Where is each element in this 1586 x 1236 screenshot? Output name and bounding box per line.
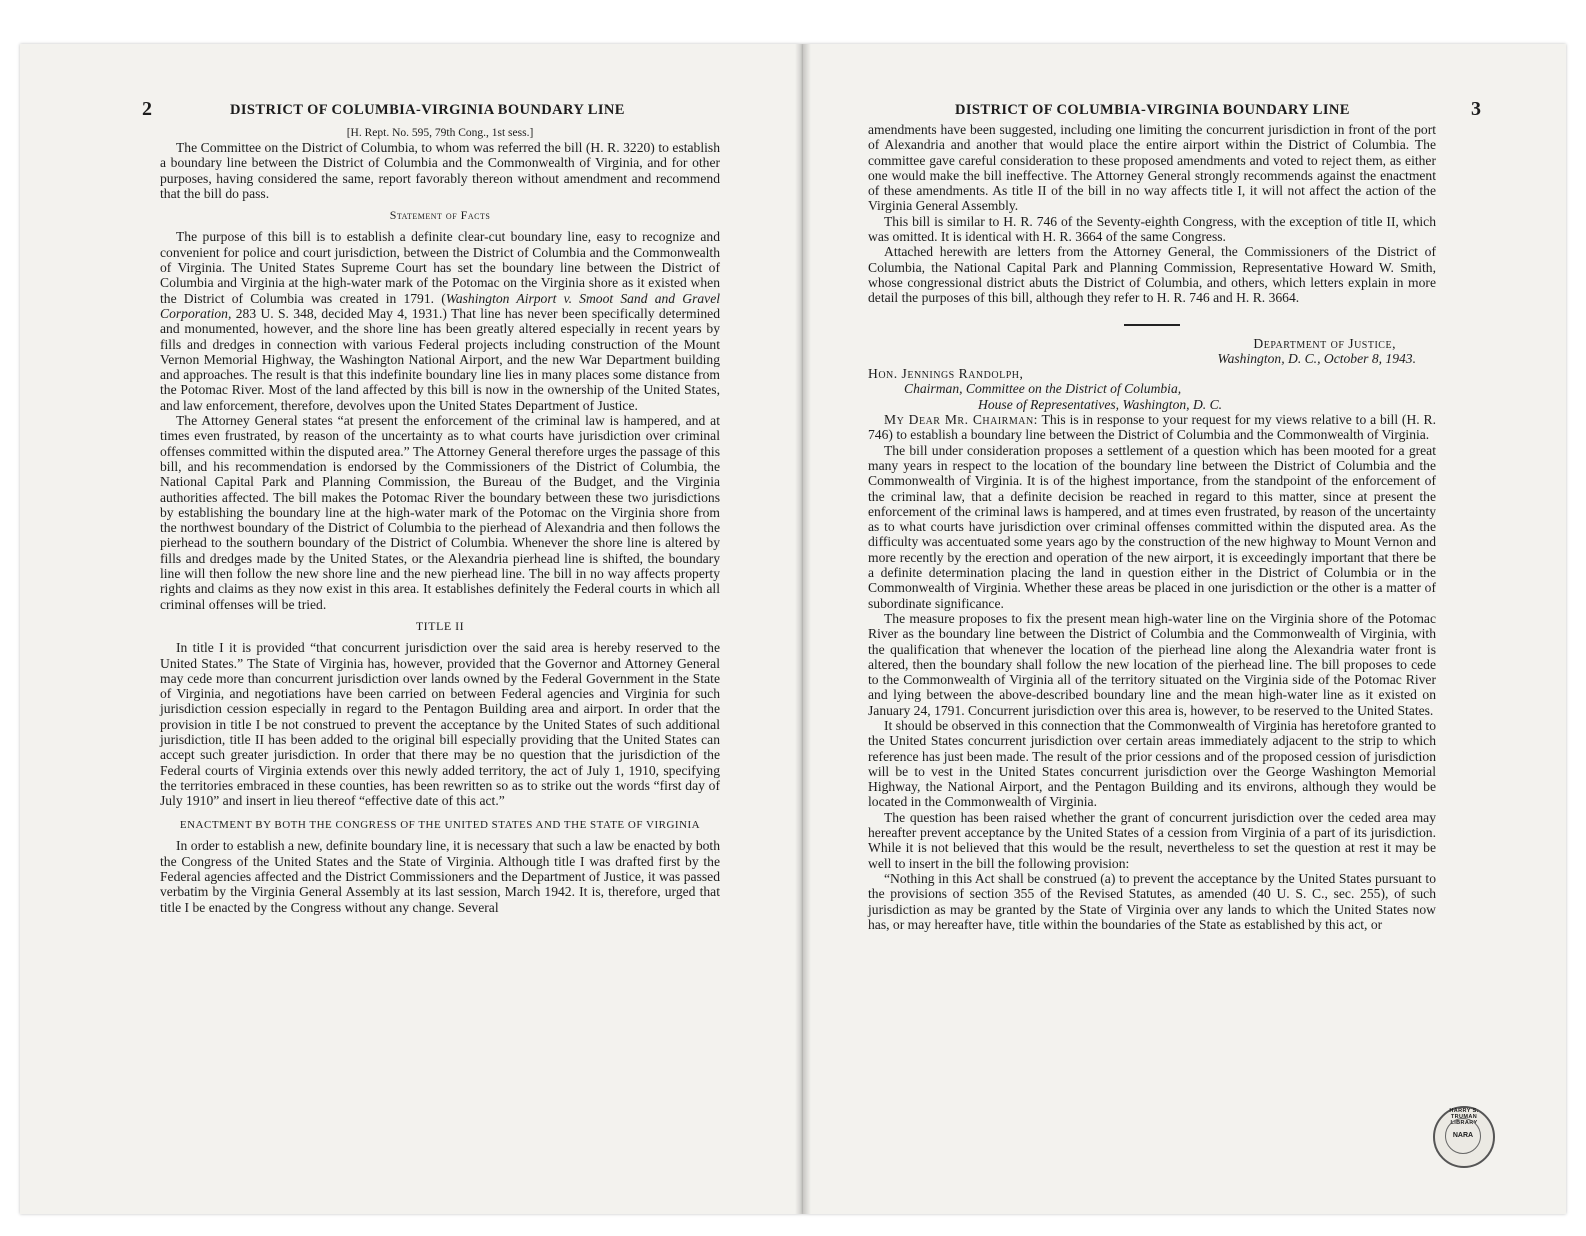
running-head: DISTRICT OF COLUMBIA-VIRGINIA BOUNDARY LINE bbox=[955, 102, 1350, 118]
enactment-paragraph: In order to establish a new, definite boundary line, it is necessary that such a law be enacted by both the Congress of the United States and the State of Virginia. Although title I was drafted first by the Federal agencies affected and the District Commissioners and the Department of Justice, it was passed verbatim by the Virginia General Assembly at its last session, March 1942. It is, therefore, urged that title I be enacted by the Congress without any change. Several bbox=[160, 838, 720, 915]
page-number: 2 bbox=[142, 98, 152, 120]
title2-heading: TITLE II bbox=[415, 618, 465, 633]
addressee-org-text: House of Representatives, Washington, D. C. bbox=[978, 396, 1223, 412]
facts-text-b: 283 U. S. 348, decided May 4, 1931.) That line has never been specifically determined and monumented, however, and the shore line has been greatly altered especially in recent years by fills and dredges in connection with various Federal projects including construction of the Mount Vernon Memorial Highway, the Washington National Airport, and the new War Department building and approaches. The result is that this indefinite boundary line lies in many places some distance from the Potomac River. Most of the land affected by this bill is now in the ownership of the United States, and law enforcement, therefore, devolves upon the United States Department of Justice. bbox=[160, 305, 720, 413]
addressee-title-text: Chairman, Committee on the District of Columbia, bbox=[904, 381, 1182, 397]
addressee-name: Hon. Jennings Randolph, bbox=[868, 366, 1024, 382]
continued-paragraph: amendments have been suggested, including one limiting the concurrent jurisdiction in front of the port of Alexandria and another that would place the entire airport within the District of Columbia. The committee gave careful consideration to these proposed amendments and voted to reject them, as either one would make the bill ineffective. The Attorney General strongly recommends against the enactment of these amendments. As title II of the bill in no way affects title I, it will not affect the action of the Virginia General Assembly. bbox=[868, 122, 1436, 214]
facts-paragraph-2: The Attorney General states “at present the enforcement of the criminal law is hampered, and at times even frustrated, by reason of the uncertainty as to what courts have jurisdiction over criminal offenses committed within the disputed area.” The Attorney General therefore urges the passage of this bill, and his recommendation is endorsed by the Commissioners of the District of Columbia, the National Capital Park and Planning Commission, the Bureau of the Budget, and the Virginia authorities affected. The bill makes the Potomac River the boundary between these two jurisdictions by establishing the boundary line at the high-water mark of the Potomac on the Virginia shore from the northwest boundary of the District of Columbia to the pierhead of Alexandria and then follows the pierhead to the southern boundary of the District of Columbia. Whenever the shore line is altered by fills and dredges made by the United States, or the Alexandria pierhead line is shifted, the boundary line will then follow the new shore line and the new pierhead line. The bill in no way affects property rights and claims as they now exist in this area. It establishes definitely the Federal courts in which all criminal offenses will be tried. bbox=[160, 413, 720, 612]
letter-from: Department of Justice, bbox=[1253, 335, 1396, 351]
right-column bbox=[868, 122, 1436, 932]
running-head: DISTRICT OF COLUMBIA-VIRGINIA BOUNDARY LINE bbox=[230, 102, 625, 118]
letter-date bbox=[868, 351, 1416, 366]
binding-gutter bbox=[795, 44, 811, 1214]
salutation: My Dear Mr. Chairman: bbox=[884, 412, 1038, 428]
intro-paragraph: The Committee on the District of Columbia, to whom was referred the bill (H. R. 3220) to establish a boundary line between the District of Columbia and the Commonwealth of Virginia, and for other purposes, having considered the same, report favorably thereon without amendment and recommend that the bill do pass. bbox=[160, 140, 720, 201]
letter-text-1: This is in response to your request for my views relative to a bill (H. R. 746) to establish a boundary line between the District of Columbia and the Commonwealth of Virginia. bbox=[868, 412, 1436, 443]
statement-heading: Statement of Facts bbox=[389, 208, 491, 223]
enactment-heading: ENACTMENT BY BOTH THE CONGRESS OF THE UNITED STATES AND THE STATE OF VIRGINIA bbox=[179, 819, 701, 832]
letter-paragraph-2: The bill under consideration proposes a settlement of a question which has been mooted for a great many years in respect to the location of the boundary line between the District of Columbia and the Commonwealth of Virginia. It is of the highest importance, from the standpoint of the enforcement of the criminal law, that a definite decision be reached in regard to this matter, since at present the enforcement of the criminal laws is hampered, and at times even frustrated, by reason of the uncertainty as to what courts have jurisdiction over criminal offenses committed within the disputed area. As the difficulty was accentuated some years ago by the construction of the new highway to Mount Vernon and more recently by the erection and operation of the new airport, it is exceedingly important that there be a definite determination placing the land in question either in the District of Columbia or in the Commonwealth of Virginia. Whether these areas be placed in one jurisdiction or the other is a matter of subordinate significance. bbox=[868, 442, 1436, 611]
library-stamp bbox=[1433, 1106, 1495, 1168]
left-column bbox=[160, 126, 720, 915]
letter-date-text: Washington, D. C., October 8, 1943. bbox=[1217, 350, 1416, 366]
addressee-title bbox=[904, 381, 1436, 396]
letter-paragraph-1 bbox=[868, 412, 1436, 443]
report-reference: [H. Rept. No. 595, 79th Cong., 1st sess.] bbox=[346, 127, 534, 139]
facts-text-a: The purpose of this bill is to establish a definite clear-cut boundary line, easy to recognize and convenient for police and court jurisdiction, between the District of Columbia and the Commonwealth of Virginia. The United States Supreme Court has set the boundary line between the District of Columbia and Virginia at the high-water mark of the Potomac on the Virginia shore as it existed when the District of Columbia was created in 1791. ( bbox=[160, 229, 720, 306]
similar-bill-paragraph: This bill is similar to H. R. 746 of the Seventy-eighth Congress, with the exception of title II, which was omitted. It is identical with H. R. 3664 of the same Congress. bbox=[868, 213, 1436, 245]
attachments-paragraph: Attached herewith are letters from the Attorney General, the Commissioners of the District of Columbia, the National Capital Park and Planning Commission, Representative Howard W. Smith, whose congressional district abuts the District of Columbia, and others, which letters explain in more detail the purposes of this bill, although they refer to H. R. 746 and H. R. 3664. bbox=[868, 244, 1436, 306]
facts-paragraph-1 bbox=[160, 229, 720, 413]
section-divider bbox=[1124, 324, 1180, 326]
case-citation: Washington Airport v. Smoot Sand and Gravel Corporation, bbox=[160, 290, 721, 321]
title2-paragraph: In title I it is provided “that concurrent jurisdiction over the said area is hereby reserved to the United States.” The State of Virginia has, however, provided that the Governor and Attorney General may cede more than concurrent jurisdiction over lands owned by the Federal Government in the State of Virginia, and negotiations have been carried on between Federal agencies and Virginia for such jurisdiction cession especially in regard to the Pentagon Building area and airport. In order that the provision in title I be not construed to prevent the acceptance by the United States of such additional jurisdiction, title II has been added to the original bill especially providing that the United States can accept such greater jurisdiction. In order that there may be no question that the jurisdiction of the Federal courts of Virginia extends over this newly added territory, the act of July 1, 1910, specifying the territories embraced in these counties, has been rewritten so as to strike out the words “first day of July 1910” and insert in lieu thereof “effective date of this act.” bbox=[160, 640, 720, 809]
stamp-center: NARA bbox=[1445, 1118, 1481, 1154]
letter-paragraph-5: The question has been raised whether the grant of concurrent jurisdiction over the ceded area may hereafter prevent acceptance by the United States of a cession from Virginia of a part of its jurisdiction. While it is not believed that this would be the result, nevertheless to set the question at rest it may be well to insert in the bill the following provision: bbox=[868, 809, 1436, 871]
letter-paragraph-4: It should be observed in this connection that the Commonwealth of Virginia has heretofore granted to the United States concurrent jurisdiction over certain areas immediately adjacent to the strip to which reference has just been made. The result of the prior cessions and of the proposed cession of jurisdiction will be to vest in the United States concurrent jurisdiction over the George Washington Memorial Highway, the National Airport, and the Pentagon Building and its environs, although they would be located in the Commonwealth of Virginia. bbox=[868, 717, 1436, 810]
right-page bbox=[803, 44, 1566, 1214]
addressee-org bbox=[978, 397, 1436, 412]
letter-paragraph-6: “Nothing in this Act shall be construed (a) to prevent the acceptance by the United States pursuant to the provisions of section 355 of the Revised Statutes, as amended (40 U. S. C., sec. 255), of such jurisdiction as may be granted by the State of Virginia over any lands to which the United States now has, or may hereafter have, title within the boundaries of the State as established by this act, or bbox=[868, 870, 1436, 932]
stamp-ring-text: HARRY S. TRUMAN LIBRARY bbox=[1449, 1108, 1479, 1126]
page-number: 3 bbox=[1471, 98, 1481, 120]
letter-paragraph-3: The measure proposes to fix the present mean high-water line on the Virginia shore of the Potomac River as the boundary line between the District of Columbia and the Commonwealth of Virginia, with the qualification that whenever the location of the pierhead line along the Alexandria water front is altered, then the boundary shall follow the new location of the pierhead line. The bill proposes to cede to the Commonwealth of Virginia all of the territory situated on the Virginia side of the Potomac River and lying between the above-described boundary line and the mean high-water line as it existed on January 24, 1791. Concurrent jurisdiction over this area is, however, to be reserved to the United States. bbox=[868, 610, 1436, 718]
left-page bbox=[20, 44, 803, 1214]
